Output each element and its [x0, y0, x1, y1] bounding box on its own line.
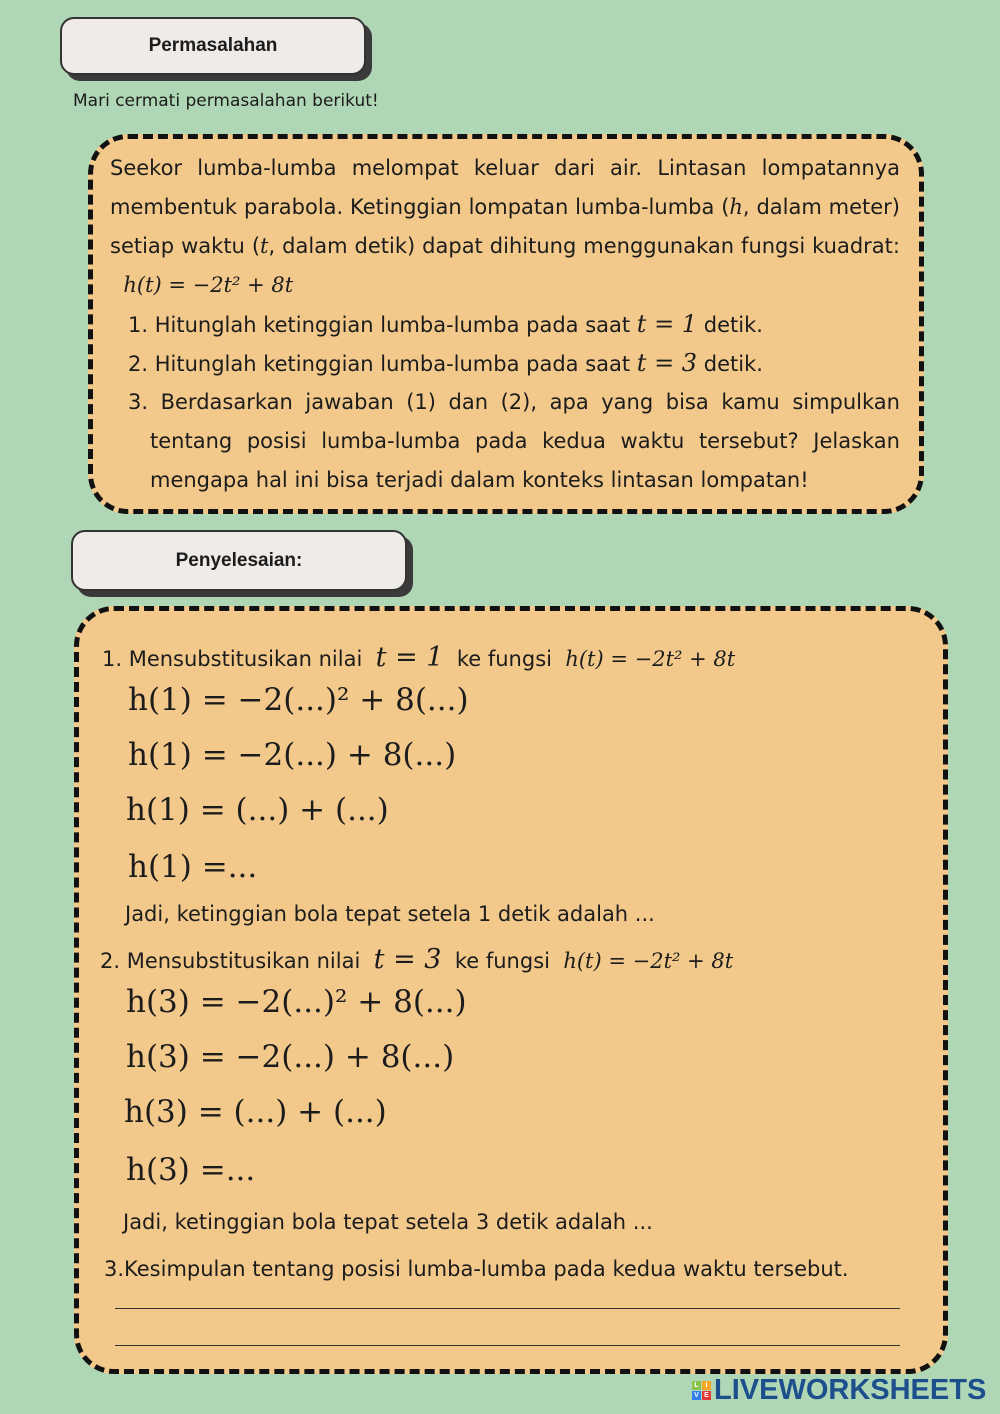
q2-end: detik. — [703, 352, 763, 376]
instruction: Mari cermati permasalahan berikut! — [73, 91, 379, 111]
s1-eq-2[interactable]: h(1) = −2(...) + 8(...) — [128, 737, 457, 773]
intro: Seekor lumba-lumba melompat keluar dari air. Lintasan lompatannya membentuk parabola. Ketinggian lompatan lumba-lumba ( — [110, 156, 900, 219]
mid: , dalam meter) setiap waktu ( — [110, 195, 900, 258]
q2-math: t = 3 — [636, 349, 698, 377]
s1-kf: ke fungsi — [456, 647, 552, 671]
s2-conclusion[interactable]: Jadi, ketinggian bola tepat setela 3 detik adalah ... — [123, 1210, 653, 1234]
problem-text — [110, 149, 900, 305]
permasalahan-header — [60, 17, 366, 75]
s2-label: 2. Mensubstitusikan nilai — [100, 949, 361, 973]
question-3: 3. Berdasarkan jawaban (1) dan (2), apa yang bisa kamu simpulkan tentang posisi lumba-lumba pada kedua waktu tersebut? Jelaskan mengapa hal ini bisa terjadi dalam konteks lintasan lompatan! — [128, 390, 900, 492]
header-title: Permasalahan — [148, 35, 278, 56]
s1-eq-1[interactable]: h(1) = −2(...)² + 8(...) — [128, 682, 469, 718]
q1-text: 1. Hitunglah ketinggian lumba-lumba pada saat — [128, 313, 631, 337]
var-h: h — [729, 195, 743, 219]
q1-end: detik. — [703, 313, 763, 337]
s2-eq-4[interactable]: h(3) =... — [126, 1152, 256, 1188]
solution-title: Penyelesaian: — [175, 549, 303, 571]
penyelesaian-header — [71, 530, 407, 591]
q2-text: 2. Hitunglah ketinggian lumba-lumba pada saat — [128, 352, 631, 376]
s2-t: t = 3 — [373, 944, 442, 975]
liveworksheets-logo — [692, 1374, 986, 1407]
s2-eq-1[interactable]: h(3) = −2(...)² + 8(...) — [126, 984, 467, 1020]
s2-func: h(t) = −2t² + 8t — [563, 949, 734, 973]
s1-eq-3[interactable]: h(1) = (...) + (...) — [126, 792, 389, 828]
s1-conclusion[interactable]: Jadi, ketinggian bola tepat setela 1 detik adalah ... — [125, 902, 655, 926]
answer-line-2[interactable] — [115, 1345, 900, 1346]
var-t: t — [260, 234, 269, 258]
s2-eq-3[interactable]: h(3) = (...) + (...) — [124, 1094, 387, 1130]
logo-squares-icon: L I V E — [692, 1381, 711, 1400]
s1-label: 1. Mensubstitusikan nilai — [102, 647, 363, 671]
q1-math: t = 1 — [636, 310, 698, 338]
function: h(t) = −2t² + 8t — [123, 273, 294, 297]
question-2 — [128, 344, 763, 384]
s1-t: t = 1 — [375, 642, 444, 673]
s1-func: h(t) = −2t² + 8t — [565, 647, 736, 671]
s2-eq-2[interactable]: h(3) = −2(...) + 8(...) — [126, 1039, 455, 1075]
question-1 — [128, 305, 763, 345]
step-3-heading: 3.Kesimpulan tentang posisi lumba-lumba pada kedua waktu tersebut. — [104, 1257, 849, 1281]
s1-eq-4[interactable]: h(1) =... — [128, 849, 258, 885]
answer-line-1[interactable] — [115, 1308, 900, 1309]
step-2-heading — [100, 940, 733, 981]
logo-text: LIVEWORKSHEETS — [714, 1374, 987, 1406]
step-1-heading — [102, 638, 735, 679]
s2-kf: ke fungsi — [454, 949, 550, 973]
end: , dalam detik) dapat dihitung menggunakan fungsi kuadrat: — [268, 234, 900, 258]
